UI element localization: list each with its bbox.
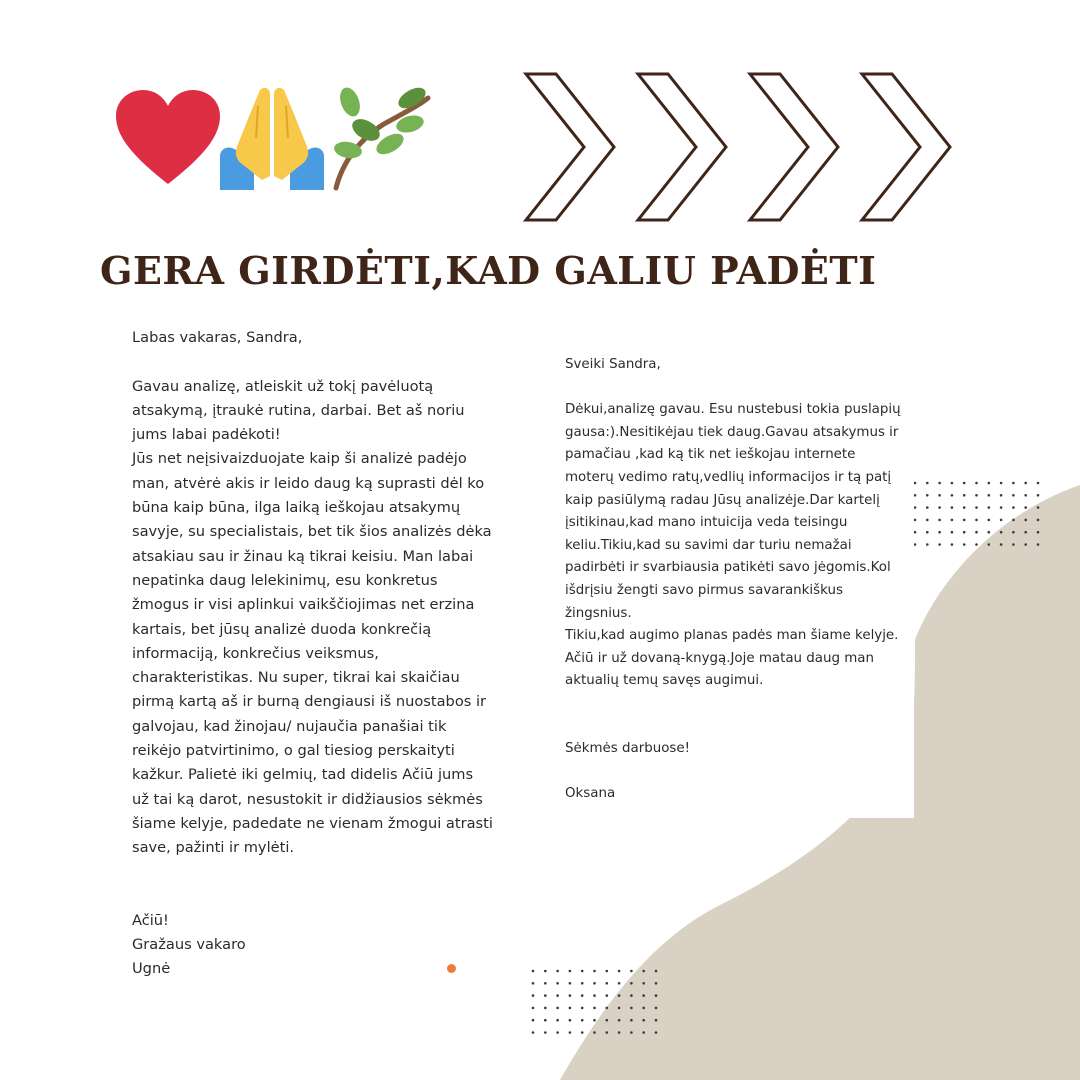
dot <box>544 994 547 997</box>
dot <box>593 970 596 973</box>
dot-grid-bottom <box>528 966 668 1046</box>
chevron-right-icon <box>638 74 726 220</box>
letter-right-body-3: Ačiū ir už dovaną-knygą.Joje matau daug man aktualių temų savęs augimui. <box>565 650 874 689</box>
dot <box>593 994 596 997</box>
dot <box>532 982 535 985</box>
dot <box>963 543 966 546</box>
dot <box>630 1007 633 1010</box>
dot <box>581 1019 584 1022</box>
dot <box>988 531 991 534</box>
dot <box>951 543 954 546</box>
dot <box>655 970 658 973</box>
chevron-arrows <box>520 68 960 228</box>
dot <box>1000 482 1003 485</box>
dot <box>951 494 954 497</box>
dot <box>556 1019 559 1022</box>
letter-left-signature: Ugnė <box>132 960 171 978</box>
dot <box>926 482 929 485</box>
dot <box>963 519 966 522</box>
dot <box>606 994 609 997</box>
dot <box>642 994 645 997</box>
dot <box>975 494 978 497</box>
letter-left-body-2: Jūs net neįsivaizduojate kaip ši analizė padėjo man, atvėrė akis ir leido daug ką suprasti dėl ko būna kaip būna, ilga laiką ieškojau atsakymų savyje, su specialistais, bet tik šios analizės dėka atsakiau sau ir žinau ką tikrai keisiu. Man labai nepatinka daug lelekinimų, esu konkretus žmogus ir visi aplinkui vaikščiojimas net erzina kartais, bet jūsų analizė duoda konkrečią informaciją, konkrečius veiksmus, charakteristikas. Nu super, tikrai kai skaičiau pirmą kartą aš ir burną dengiausi iš nuostabos ir galvojau, kad žinojau/ nujaučia panašiai tik reikėjo patvirtinimo, o gal tiesiog perskaityti kažkur. Palietė iki gelmių, tad didelis Ačiū jums už tai ką darot, nesustokit ir didžiausios sėkmės šiame kelyje, padedate ne vienam žmogui atrasti save, pažinti ir mylėti. <box>132 450 493 857</box>
dot <box>1037 531 1040 534</box>
dot <box>1000 531 1003 534</box>
letter-left-evening: Gražaus vakaro <box>132 935 246 953</box>
dot <box>951 531 954 534</box>
olive-branch-icon <box>333 84 429 188</box>
dot <box>593 982 596 985</box>
dot <box>581 1007 584 1010</box>
letter-right-greeting: Sveiki Sandra, <box>565 357 661 372</box>
letter-right-closing: Sėkmės darbuose! <box>565 740 690 756</box>
dot <box>655 994 658 997</box>
dot <box>1024 494 1027 497</box>
dot <box>581 982 584 985</box>
dot <box>593 1031 596 1034</box>
dot <box>914 543 917 546</box>
dot <box>581 994 584 997</box>
dot <box>926 506 929 509</box>
dot <box>963 494 966 497</box>
dot <box>938 531 941 534</box>
dot <box>1024 506 1027 509</box>
dot <box>914 482 917 485</box>
chevron-right-icon <box>526 74 614 220</box>
dot <box>963 506 966 509</box>
page-title: GERA GIRDĖTI,KAD GALIU PADĖTI <box>100 248 877 293</box>
dot <box>1037 506 1040 509</box>
dot <box>618 1007 621 1010</box>
letter-right-body-2: Tikiu,kad augimo planas padės man šiame kelyje. <box>565 628 899 644</box>
heart-icon <box>116 90 220 184</box>
dot <box>988 543 991 546</box>
dot <box>630 1031 633 1034</box>
dot <box>556 1007 559 1010</box>
emoji-row <box>112 84 432 194</box>
dot <box>1000 543 1003 546</box>
dot <box>975 543 978 546</box>
dot <box>593 1019 596 1022</box>
dot <box>926 531 929 534</box>
dot <box>926 543 929 546</box>
dot <box>655 1031 658 1034</box>
dot <box>938 519 941 522</box>
dot <box>1024 482 1027 485</box>
dot <box>926 494 929 497</box>
dot <box>569 994 572 997</box>
dot <box>988 482 991 485</box>
dot <box>1012 531 1015 534</box>
dot <box>1024 519 1027 522</box>
letter-right <box>565 354 905 806</box>
chevron-right-icon <box>862 74 950 220</box>
dot <box>569 1031 572 1034</box>
dot <box>532 1031 535 1034</box>
dot <box>581 1031 584 1034</box>
dot <box>975 531 978 534</box>
dot <box>556 1031 559 1034</box>
dot <box>1012 494 1015 497</box>
dot <box>569 970 572 973</box>
dot <box>642 1007 645 1010</box>
dot <box>642 1031 645 1034</box>
letter-left <box>132 326 494 981</box>
dot <box>1012 519 1015 522</box>
dot <box>630 994 633 997</box>
dot <box>1012 506 1015 509</box>
letter-left-body-1: Gavau analizę, atleiskit už tokį pavėluotą atsakymą, įtraukė rutina, darbai. Bet aš noriu jums labai padėkoti! <box>132 377 465 444</box>
letter-card <box>550 344 914 818</box>
dot <box>618 970 621 973</box>
dot <box>963 531 966 534</box>
dot <box>532 970 535 973</box>
dot <box>606 1031 609 1034</box>
dot <box>655 982 658 985</box>
letter-left-thanks: Ačiū! <box>132 911 169 929</box>
dot <box>1024 543 1027 546</box>
dot <box>642 982 645 985</box>
dot <box>975 482 978 485</box>
dot <box>606 982 609 985</box>
dot <box>556 970 559 973</box>
dot <box>988 506 991 509</box>
dot <box>606 970 609 973</box>
letter-right-signature: Oksana <box>565 786 616 802</box>
accent-dot <box>447 964 456 973</box>
letter-right-body: Dėkui,analizę gavau. Esu nustebusi tokia puslapių gausa:).Nesitikėjau tiek daug.Gavau atsakymus ir pamačiau ,kad ką tik net ieškojau internete moterų vedimo ratų,vedlių informacijos ir tą patį kaip pasiūlymą radau Jūsų analizėje.Dar kartelį įsitikinau,kad mano intuicija veda teisingu keliu.Tikiu,kad su savimi dar turiu nemažai padirbėti ir svarbiausia patikėti savo jėgomis.Kol išdrįsiu žengti savo pirmus savarankiškus žingsnius. <box>565 402 901 621</box>
dot <box>1000 519 1003 522</box>
dot <box>938 494 941 497</box>
praying-hands-icon <box>220 88 324 190</box>
dot <box>618 1019 621 1022</box>
dot <box>544 1019 547 1022</box>
dot <box>642 970 645 973</box>
dot <box>544 1007 547 1010</box>
dot <box>630 970 633 973</box>
letter-left-greeting: Labas vakaras, Sandra, <box>132 329 303 346</box>
dot <box>655 1007 658 1010</box>
dot <box>1037 519 1040 522</box>
dot <box>988 494 991 497</box>
dot <box>926 519 929 522</box>
dot <box>1000 494 1003 497</box>
dot <box>1012 482 1015 485</box>
dot <box>618 1031 621 1034</box>
dot <box>914 494 917 497</box>
dot <box>1024 531 1027 534</box>
dot <box>569 982 572 985</box>
dot <box>914 531 917 534</box>
dot <box>544 982 547 985</box>
dot <box>951 506 954 509</box>
dot <box>606 1007 609 1010</box>
dot <box>606 1019 609 1022</box>
dot <box>914 506 917 509</box>
dot <box>532 1007 535 1010</box>
dot <box>1037 543 1040 546</box>
dot <box>569 1019 572 1022</box>
dot <box>569 1007 572 1010</box>
dot <box>975 519 978 522</box>
dot <box>1037 494 1040 497</box>
dot-grid-right <box>910 478 1050 558</box>
dot <box>593 1007 596 1010</box>
dot <box>938 506 941 509</box>
dot <box>914 519 917 522</box>
dot <box>1000 506 1003 509</box>
dot <box>975 506 978 509</box>
dot <box>1037 482 1040 485</box>
dot <box>544 1031 547 1034</box>
dot <box>581 970 584 973</box>
dot <box>951 482 954 485</box>
dot <box>642 1019 645 1022</box>
dot <box>1012 543 1015 546</box>
dot <box>618 982 621 985</box>
dot <box>618 994 621 997</box>
dot <box>532 1019 535 1022</box>
chevron-right-icon <box>750 74 838 220</box>
dot <box>556 982 559 985</box>
dot <box>963 482 966 485</box>
dot <box>630 1019 633 1022</box>
dot <box>938 543 941 546</box>
dot <box>556 994 559 997</box>
dot <box>951 519 954 522</box>
dot <box>938 482 941 485</box>
dot <box>544 970 547 973</box>
dot <box>532 994 535 997</box>
dot <box>630 982 633 985</box>
dot <box>655 1019 658 1022</box>
dot <box>988 519 991 522</box>
